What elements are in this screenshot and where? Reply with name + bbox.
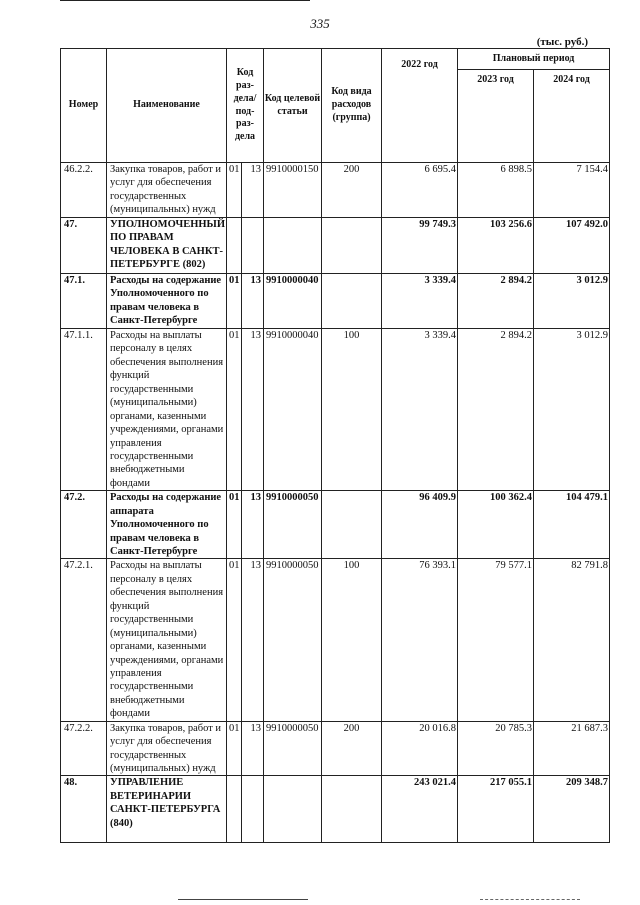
header-number: Номер <box>61 49 107 163</box>
footer-rule-right <box>480 899 580 900</box>
row-number: 47.1.1. <box>61 329 107 491</box>
header-name: Наименование <box>107 49 227 163</box>
row-amount-2023: 6 898.5 <box>458 163 534 218</box>
row-name: Расходы на выплаты персоналу в целях обеспечения выполнения функций государственными (муниципальными) органами, казенными учреждениями, органами управления государственными внебюджетными фондами <box>107 329 227 491</box>
row-amount-2024: 7 154.4 <box>534 163 610 218</box>
row-expense-type: 200 <box>322 721 382 776</box>
row-subsection: 13 <box>242 274 264 329</box>
row-target-code <box>264 776 322 843</box>
row-expense-type <box>322 776 382 843</box>
row-amount-2023: 79 577.1 <box>458 559 534 721</box>
header-planned-period: Плановый период <box>458 49 610 70</box>
row-subsection: 13 <box>242 163 264 218</box>
row-amount-2024: 21 687.3 <box>534 721 610 776</box>
header-year-2024: 2024 год <box>534 70 610 163</box>
table-row <box>61 218 610 274</box>
row-amount-2022: 76 393.1 <box>382 559 458 721</box>
row-expense-type <box>322 218 382 274</box>
table-row <box>61 776 610 843</box>
row-number: 48. <box>61 776 107 843</box>
row-amount-2024: 82 791.8 <box>534 559 610 721</box>
row-amount-2022: 99 749.3 <box>382 218 458 274</box>
row-expense-type: 100 <box>322 329 382 491</box>
row-number: 47. <box>61 218 107 274</box>
row-amount-2024: 107 492.0 <box>534 218 610 274</box>
row-target-code: 9910000040 <box>264 274 322 329</box>
row-section: 01 <box>227 721 242 776</box>
row-amount-2023: 217 055.1 <box>458 776 534 843</box>
page-number: 335 <box>310 16 330 31</box>
row-name: УПОЛНОМОЧЕННЫЙ ПО ПРАВАМ ЧЕЛОВЕКА В САНКТ-ПЕТЕРБУРГЕ (802) <box>107 218 227 274</box>
row-amount-2022: 243 021.4 <box>382 776 458 843</box>
row-amount-2024: 209 348.7 <box>534 776 610 843</box>
row-target-code: 9910000050 <box>264 721 322 776</box>
row-expense-type: 200 <box>322 163 382 218</box>
row-target-code: 9910000150 <box>264 163 322 218</box>
table-row <box>61 163 610 218</box>
header-section-code: Код раз-дела/ под-раз-дела <box>227 49 264 163</box>
row-name: Расходы на содержание Уполномоченного по правам человека в Санкт-Петербурге <box>107 274 227 329</box>
row-number: 47.2. <box>61 491 107 559</box>
row-section <box>227 218 242 274</box>
footer-rule-left <box>178 899 308 900</box>
row-section <box>227 776 242 843</box>
table-row <box>61 274 610 329</box>
row-amount-2023: 103 256.6 <box>458 218 534 274</box>
row-subsection: 13 <box>242 491 264 559</box>
row-section: 01 <box>227 274 242 329</box>
row-expense-type <box>322 491 382 559</box>
table-header <box>61 49 610 163</box>
row-subsection: 13 <box>242 559 264 721</box>
row-expense-type <box>322 274 382 329</box>
row-section: 01 <box>227 491 242 559</box>
header-year-2022: 2022 год <box>382 49 458 163</box>
row-amount-2023: 2 894.2 <box>458 274 534 329</box>
row-section: 01 <box>227 329 242 491</box>
header-year-2023: 2023 год <box>458 70 534 163</box>
table-row <box>61 329 610 491</box>
row-number: 46.2.2. <box>61 163 107 218</box>
row-subsection <box>242 218 264 274</box>
row-target-code <box>264 218 322 274</box>
row-target-code: 9910000050 <box>264 559 322 721</box>
row-amount-2023: 20 785.3 <box>458 721 534 776</box>
row-amount-2024: 3 012.9 <box>534 274 610 329</box>
row-section: 01 <box>227 163 242 218</box>
table-row <box>61 559 610 721</box>
row-name: Расходы на выплаты персоналу в целях обеспечения выполнения функций государственными (муниципальными) органами, казенными учреждениями, органами управления государственными внебюджетными фондами <box>107 559 227 721</box>
row-amount-2023: 2 894.2 <box>458 329 534 491</box>
row-name: Расходы на содержание аппарата Уполномоченного по правам человека в Санкт-Петербурге <box>107 491 227 559</box>
row-expense-type: 100 <box>322 559 382 721</box>
units-label: (тыс. руб.) <box>536 36 588 48</box>
top-rule <box>60 0 310 1</box>
row-number: 47.1. <box>61 274 107 329</box>
row-subsection <box>242 776 264 843</box>
row-amount-2022: 20 016.8 <box>382 721 458 776</box>
row-target-code: 9910000050 <box>264 491 322 559</box>
row-number: 47.2.1. <box>61 559 107 721</box>
row-name: УПРАВЛЕНИЕ ВЕТЕРИНАРИИ САНКТ-ПЕТЕРБУРГА (840) <box>107 776 227 843</box>
row-amount-2023: 100 362.4 <box>458 491 534 559</box>
row-amount-2024: 104 479.1 <box>534 491 610 559</box>
row-name: Закупка товаров, работ и услуг для обеспечения государственных (муниципальных) нужд <box>107 721 227 776</box>
row-section: 01 <box>227 559 242 721</box>
table-row <box>61 721 610 776</box>
row-amount-2022: 96 409.9 <box>382 491 458 559</box>
table-row <box>61 491 610 559</box>
row-amount-2022: 3 339.4 <box>382 329 458 491</box>
row-name: Закупка товаров, работ и услуг для обеспечения государственных (муниципальных) нужд <box>107 163 227 218</box>
row-amount-2022: 3 339.4 <box>382 274 458 329</box>
header-expense-type-code: Код вида расходов (группа) <box>322 49 382 163</box>
budget-table <box>60 48 610 843</box>
row-number: 47.2.2. <box>61 721 107 776</box>
table-body <box>61 163 610 843</box>
row-amount-2024: 3 012.9 <box>534 329 610 491</box>
row-amount-2022: 6 695.4 <box>382 163 458 218</box>
row-subsection: 13 <box>242 329 264 491</box>
row-target-code: 9910000040 <box>264 329 322 491</box>
header-target-code: Код целевой статьи <box>264 49 322 163</box>
row-subsection: 13 <box>242 721 264 776</box>
